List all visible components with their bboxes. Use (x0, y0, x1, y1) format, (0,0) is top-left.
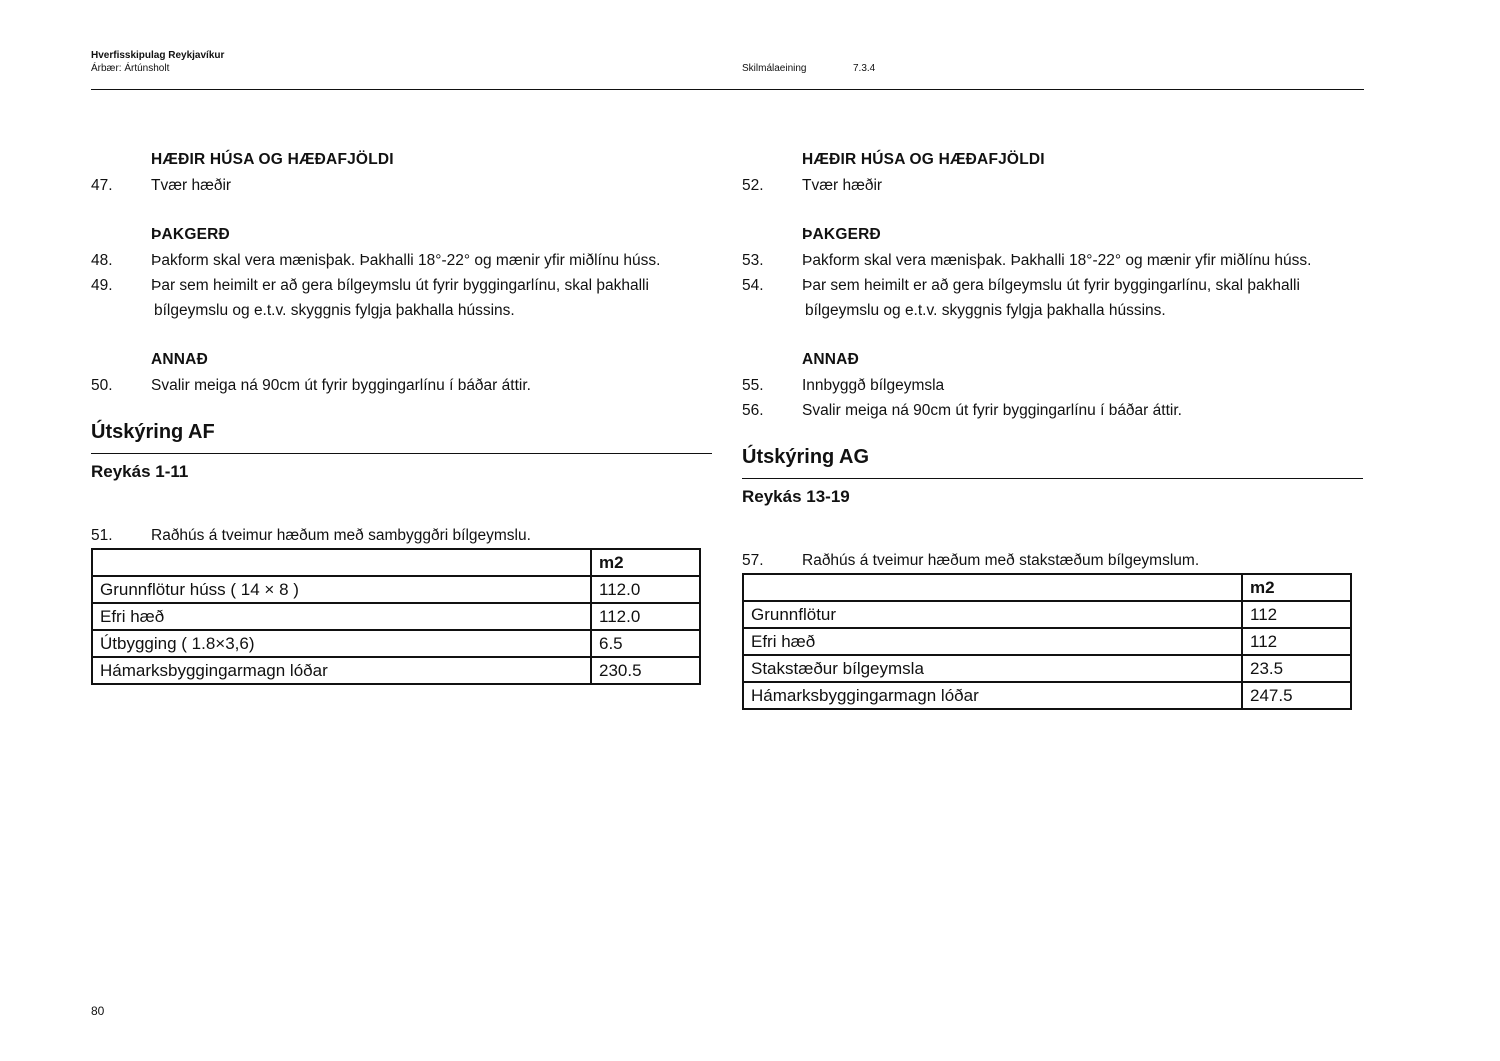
row-value: 6.5 (591, 630, 700, 657)
item-number: 57. (742, 552, 764, 569)
row-value: 23.5 (1242, 655, 1351, 682)
row-value: 112.0 (591, 603, 700, 630)
row-label: Útbygging ( 1.8×3,6) (92, 630, 591, 657)
item-text: Tvær hæðir (151, 177, 232, 194)
row-label: Hámarksbyggingarmagn lóðar (743, 682, 1242, 709)
table-row (743, 601, 1351, 628)
subsection-title: Reykás 1-11 (91, 462, 189, 481)
heading-roof: ÞAKGERÐ (802, 226, 881, 243)
section-divider (91, 453, 712, 454)
row-value: 112 (1242, 601, 1351, 628)
table-header-row (92, 549, 700, 576)
heading-other: ANNAÐ (151, 351, 208, 368)
table-header-cell (743, 574, 1242, 601)
area-table (742, 573, 1352, 710)
section-title: Útskýring AF (91, 421, 215, 443)
item-number: 47. (91, 177, 113, 194)
row-label: Hámarksbyggingarmagn lóðar (92, 657, 591, 684)
item-text: Tvær hæðir (802, 177, 883, 194)
item-text: Raðhús á tveimur hæðum með sambyggðri bílgeymslu. (151, 527, 531, 544)
unit-header: m2 (591, 549, 700, 576)
row-value: 112 (1242, 628, 1351, 655)
item-text-continued: bílgeymslu og e.t.v. skyggnis fylgja þakhalla hússins. (154, 302, 515, 319)
item-number: 55. (742, 377, 764, 394)
item-number: 53. (742, 252, 764, 269)
section-number: 7.3.4 (853, 63, 876, 74)
item-number: 56. (742, 402, 764, 419)
unit-header: m2 (1242, 574, 1351, 601)
table-row (743, 682, 1351, 709)
heading-other: ANNAÐ (802, 351, 859, 368)
item-text: Innbyggð bílgeymsla (802, 377, 945, 394)
table-header-row (743, 574, 1351, 601)
item-text: Svalir meiga ná 90cm út fyrir byggingarlínu í báðar áttir. (151, 377, 531, 394)
item-text: Þakform skal vera mænisþak. Þakhalli 18°-22° og mænir yfir miðlínu húss. (802, 252, 1312, 269)
item-text: Þar sem heimilt er að gera bílgeymslu út fyrir byggingarlínu, skal þakhalli (802, 277, 1300, 294)
table-row (92, 576, 700, 603)
item-number: 48. (91, 252, 113, 269)
table-row (92, 630, 700, 657)
row-label: Grunnflötur húss ( 14 × 8 ) (92, 576, 591, 603)
row-label: Stakstæður bílgeymsla (743, 655, 1242, 682)
document-title: Hverfisskipulag Reykjavíkur (91, 50, 225, 61)
table-header-cell (92, 549, 591, 576)
subsection-title: Reykás 13-19 (742, 487, 850, 506)
table-row (743, 628, 1351, 655)
heading-floors: HÆÐIR HÚSA OG HÆÐAFJÖLDI (151, 151, 394, 168)
row-value: 112.0 (591, 576, 700, 603)
item-text-continued: bílgeymslu og e.t.v. skyggnis fylgja þakhalla hússins. (805, 302, 1166, 319)
table-row (743, 655, 1351, 682)
item-number: 54. (742, 277, 764, 294)
section-divider (742, 478, 1363, 479)
row-label: Efri hæð (92, 603, 591, 630)
item-number: 50. (91, 377, 113, 394)
item-text: Raðhús á tveimur hæðum með stakstæðum bílgeymslum. (802, 552, 1200, 569)
document-subtitle: Árbær: Ártúnsholt (91, 63, 170, 74)
item-number: 49. (91, 277, 113, 294)
page-number: 80 (91, 1004, 105, 1018)
table-row (92, 603, 700, 630)
table-row (92, 657, 700, 684)
header-divider (91, 89, 1364, 90)
item-text: Þar sem heimilt er að gera bílgeymslu út fyrir byggingarlínu, skal þakhalli (151, 277, 649, 294)
row-label: Grunnflötur (743, 601, 1242, 628)
heading-roof: ÞAKGERÐ (151, 226, 230, 243)
heading-floors: HÆÐIR HÚSA OG HÆÐAFJÖLDI (802, 151, 1045, 168)
section-label: Skilmálaeining (742, 63, 807, 74)
item-text: Svalir meiga ná 90cm út fyrir byggingarlínu í báðar áttir. (802, 402, 1182, 419)
row-value: 230.5 (591, 657, 700, 684)
section-title: Útskýring AG (742, 446, 870, 468)
item-number: 52. (742, 177, 764, 194)
item-text: Þakform skal vera mænisþak. Þakhalli 18°-22° og mænir yfir miðlínu húss. (151, 252, 661, 269)
row-label: Efri hæð (743, 628, 1242, 655)
item-number: 51. (91, 527, 113, 544)
area-table (91, 548, 701, 685)
row-value: 247.5 (1242, 682, 1351, 709)
